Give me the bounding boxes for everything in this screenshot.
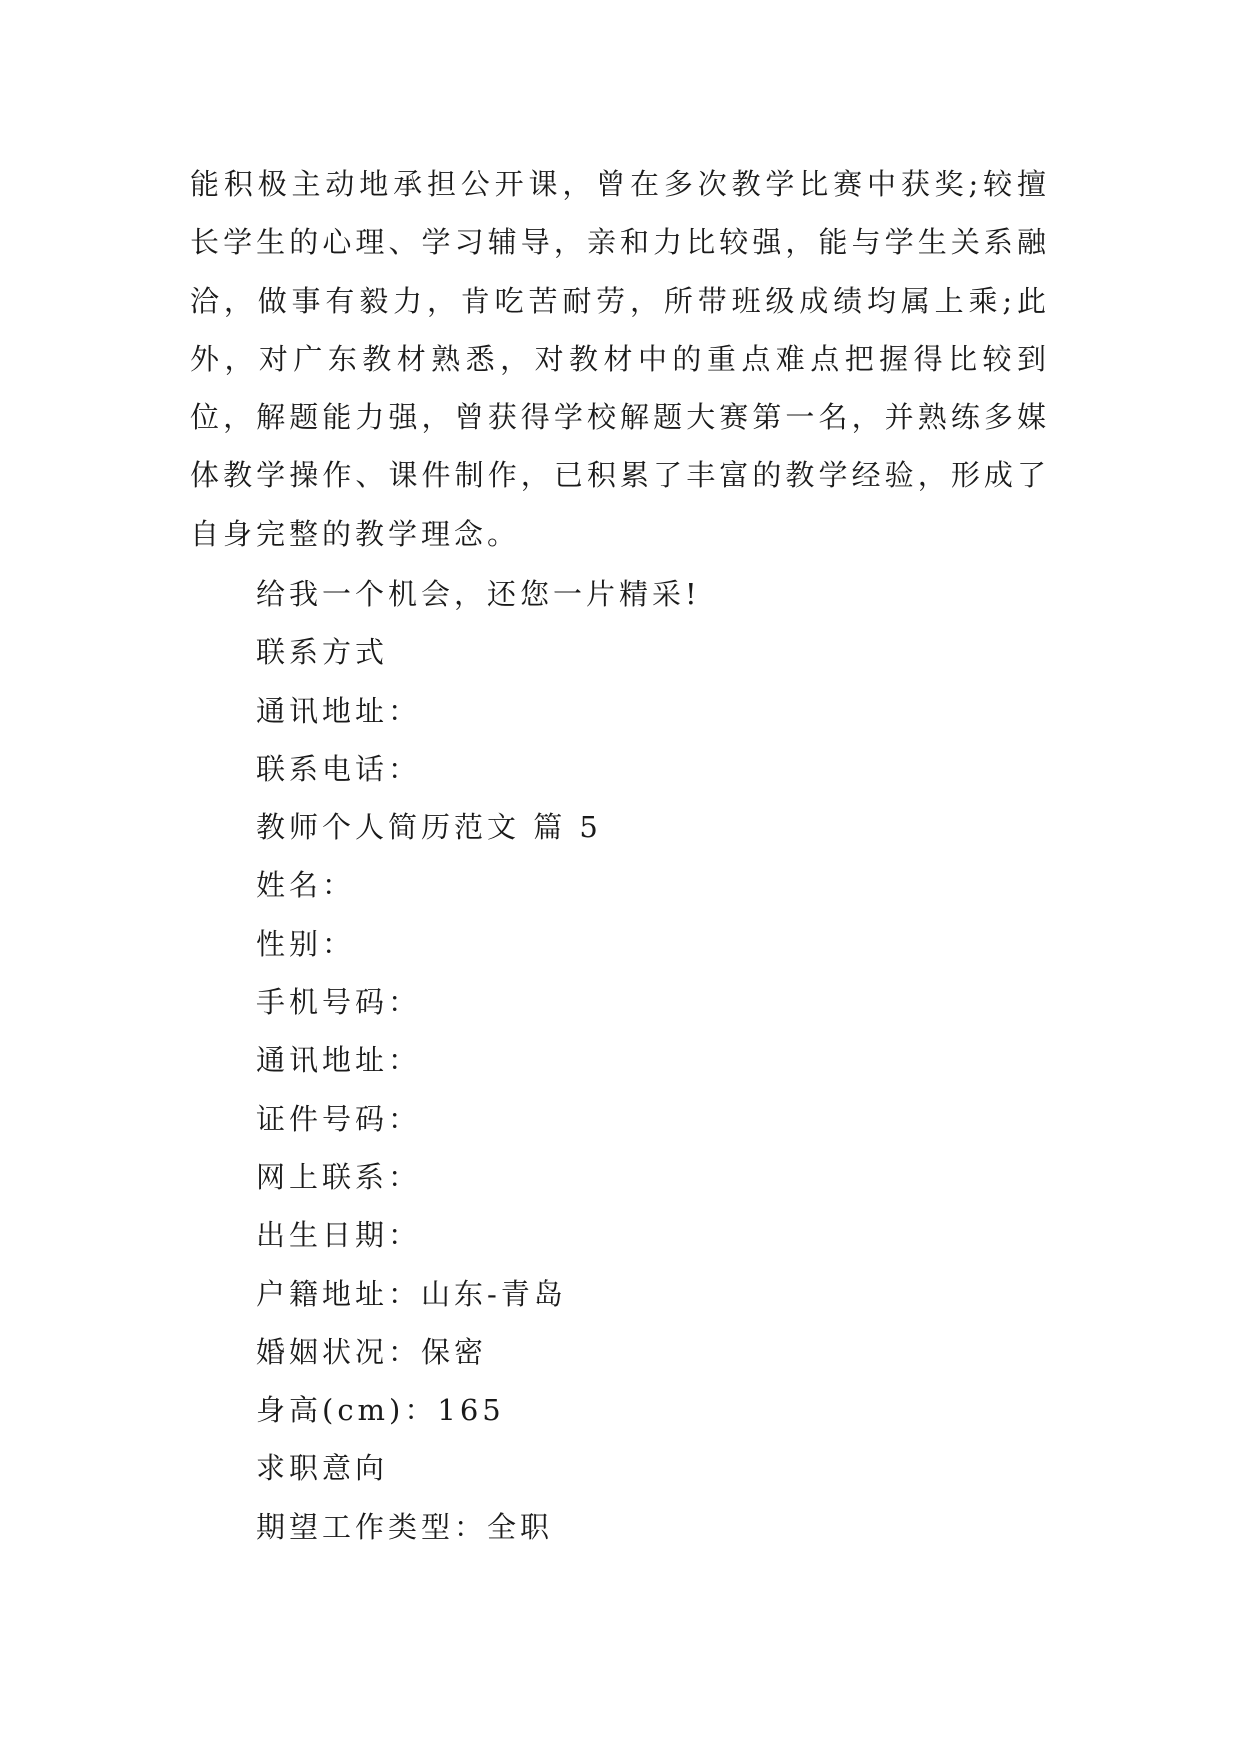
name-line: 姓名： [256, 868, 356, 903]
marital-status-line: 婚姻状况：保密 [256, 1334, 488, 1369]
resume-lines [256, 565, 701, 1556]
birth-date-line: 出生日期： [256, 1218, 422, 1253]
household-address-line: 户籍地址：山东-青岛 [256, 1276, 567, 1311]
job-type-line: 期望工作类型：全职 [256, 1509, 554, 1544]
job-intention-heading: 求职意向 [256, 1451, 389, 1486]
online-contact-line: 网上联系： [256, 1159, 422, 1194]
phone-line: 联系电话： [256, 751, 422, 786]
gender-line: 性别： [256, 926, 356, 961]
closing-line: 给我一个机会，还您一片精采! [256, 577, 701, 611]
mobile-line: 手机号码： [256, 985, 422, 1020]
address-line: 通讯地址： [256, 693, 422, 728]
intro-paragraph: 能积极主动地承担公开课，曾在多次教学比赛中获奖;较擅长学生的心理、学习辅导，亲和力比较强，能与学生关系融洽，做事有毅力，肯吃苦耐劳，所带班级成绩均属上乘;此外，对广东教材熟悉，对教材中的重点难点把握得比较到位，解题能力强，曾获得学校解题大赛第一名，并熟练多媒体教学操作、课件制作，已积累了丰富的教学经验，形成了自身完整的教学理念。 [190, 167, 1050, 551]
id-number-line: 证件号码： [256, 1101, 422, 1136]
mailing-address-line: 通讯地址： [256, 1043, 422, 1078]
contact-heading: 联系方式 [256, 635, 389, 670]
height-line: 身高(cm)：165 [256, 1393, 505, 1428]
section-title: 教师个人简历范文 篇 5 [256, 810, 602, 845]
